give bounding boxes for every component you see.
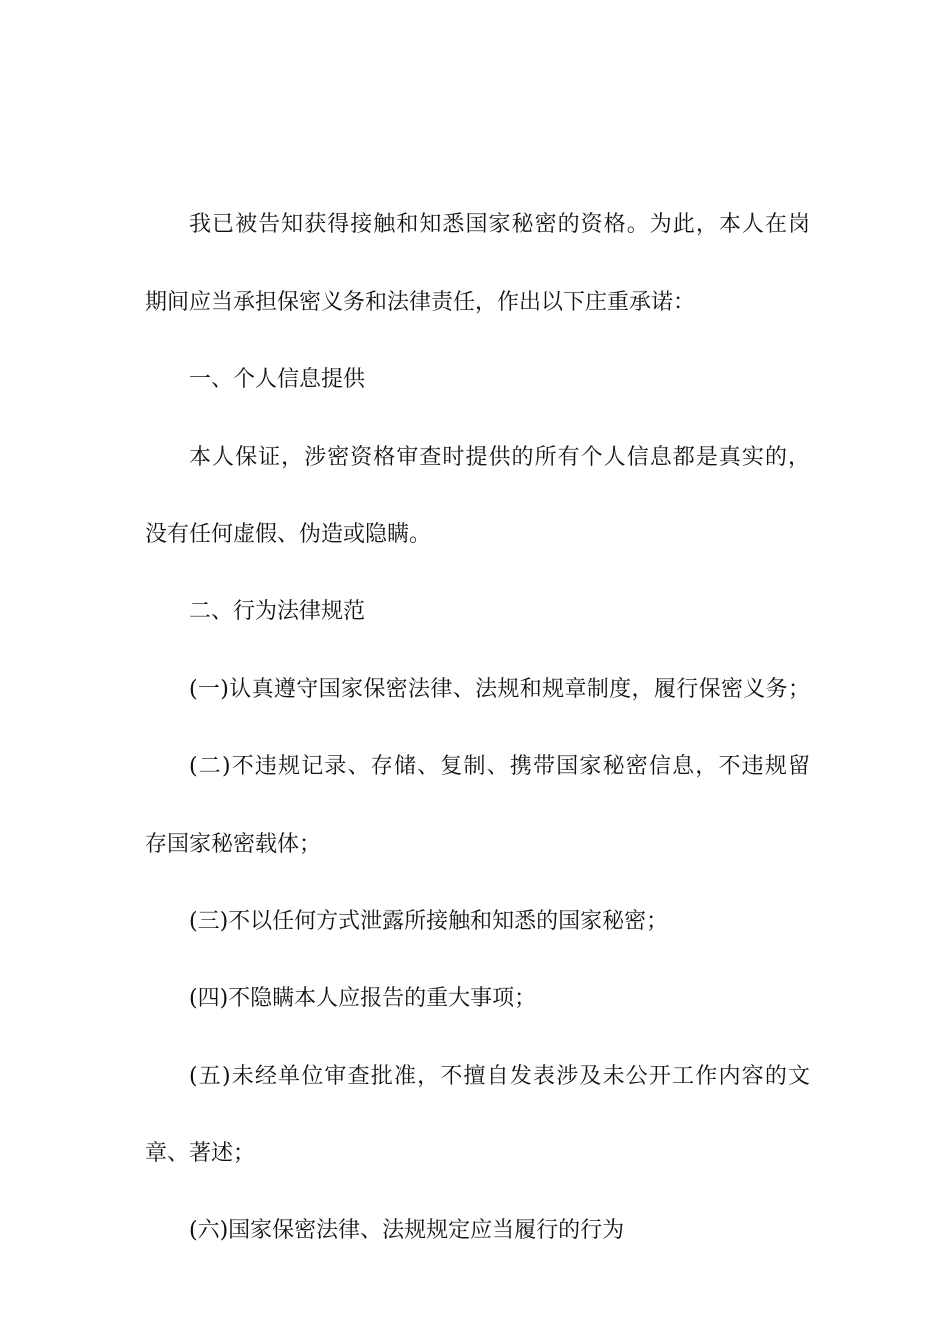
paragraph-personal-info-line-1: 本人保证，涉密资格审查时提供的所有个人信息都是真实的，	[189, 445, 810, 470]
paragraph-personal-info-line-2: 没有任何虚假、伪造或隐瞒。	[145, 522, 432, 547]
clause-3: (三)不以任何方式泄露所接触和知悉的国家秘密；	[189, 909, 669, 934]
clause-1: (一)认真遵守国家保密法律、法规和规章制度，履行保密义务；	[189, 677, 810, 702]
paragraph-intro-line-1: 我已被告知获得接触和知悉国家秘密的资格。为此，本人在岗	[189, 212, 810, 237]
paragraph-intro-line-2: 期间应当承担保密义务和法律责任，作出以下庄重承诺：	[145, 290, 696, 315]
clause-2-line-1: (二)不违规记录、存储、复制、携带国家秘密信息，不违规留	[189, 754, 810, 779]
clause-5-line-2: 章、著述；	[145, 1141, 256, 1166]
clause-5-line-1: (五)未经单位审查批准，不擅自发表涉及未公开工作内容的文	[189, 1064, 810, 1089]
clause-4: (四)不隐瞒本人应报告的重大事项；	[189, 986, 537, 1011]
section-heading-personal-info: 一、个人信息提供	[189, 367, 366, 392]
clause-6: (六)国家保密法律、法规规定应当履行的行为	[189, 1218, 625, 1243]
clause-2-line-2: 存国家秘密载体；	[145, 832, 322, 857]
section-heading-conduct: 二、行为法律规范	[189, 599, 366, 624]
